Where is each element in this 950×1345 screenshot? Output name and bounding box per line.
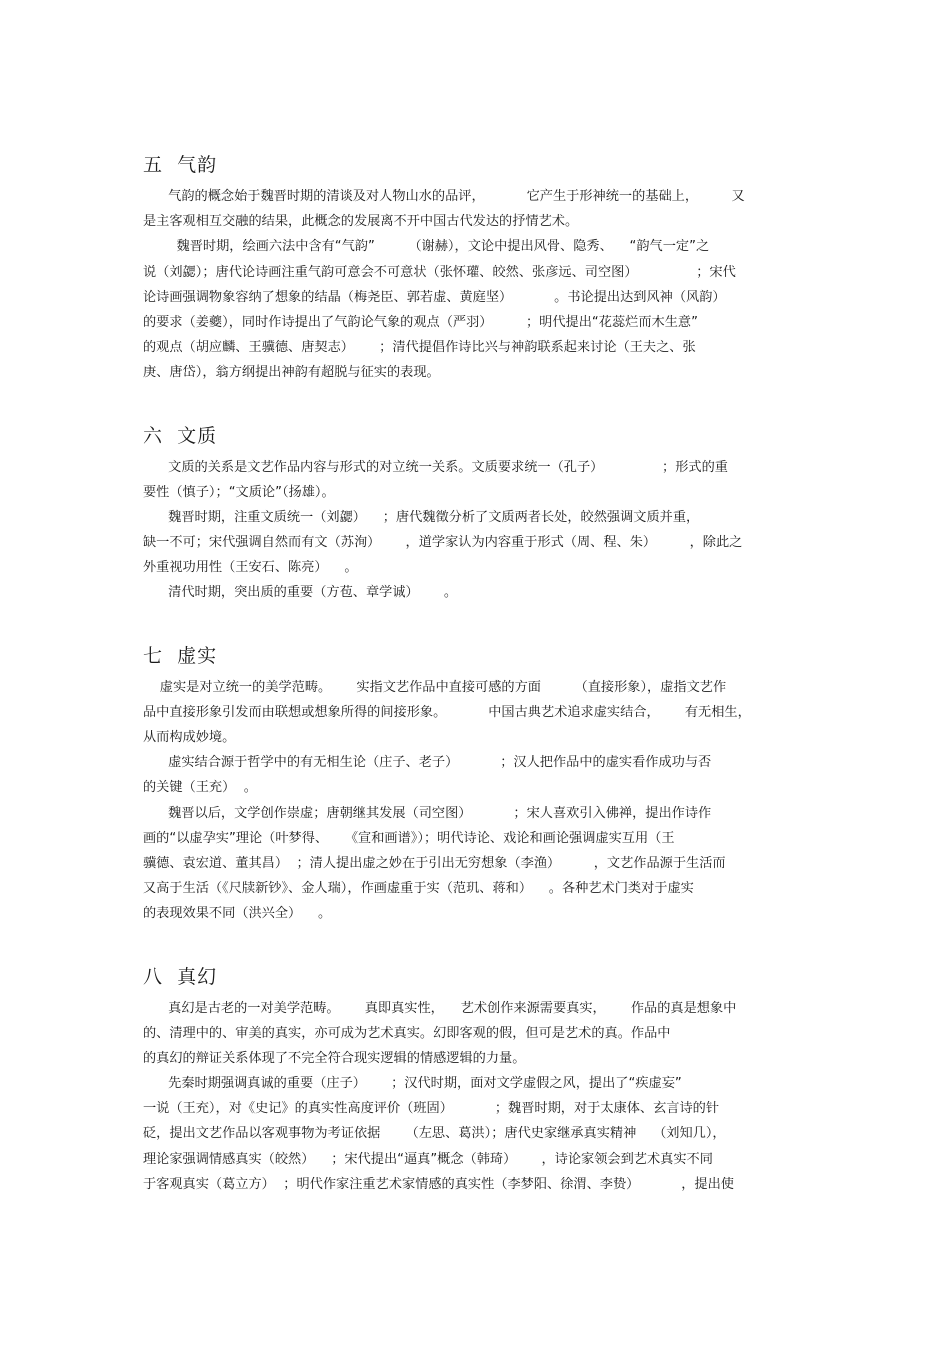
paragraph-line: 魏晋时期，绘画六法中含有“气韵” （谢赫），文论中提出风骨、隐秀、 “韵气一定”之 [143, 239, 710, 255]
paragraph-line: 先秦时期强调真诚的重要（庄子） ；汉代时期，面对文学虚假之风，提出了“疾虚妄” [143, 1076, 682, 1092]
paragraph-line: 一说（王充），对《史记》的真实性高度评价（班固） ；魏晋时期，对于太康体、玄言诗的针 [143, 1101, 720, 1117]
paragraph-line: 论诗画强调物象容纳了想象的结晶（梅尧臣、郭若虚、黄庭坚） 。书论提出达到风神（风韵） [143, 289, 726, 305]
paragraph-line: 品中直接形象引发而由联想或想象所得的间接形象。 中国古典艺术追求虚实结合， 有无相生， [143, 704, 751, 720]
section-heading: 八 真幻 [143, 965, 218, 988]
paragraph-line: 的、清理中的、审美的真实，亦可成为艺术真实。幻即客观的假，但可是艺术的真。作品中 [143, 1025, 671, 1041]
paragraph-line: 是主客观相互交融的结果，此概念的发展离不开中国古代发达的抒情艺术。 [143, 214, 579, 230]
section-heading: 五 气韵 [143, 154, 218, 176]
paragraph-line: 的表现效果不同（洪兴全） 。 [143, 906, 332, 922]
document-page [143, 150, 808, 1197]
paragraph-line: 气韵的概念始于魏晋时期的清谈及对人物山水的品评， 它产生于形神统一的基础上， 又 [143, 189, 745, 204]
paragraph-line: 缺一不可；宋代强调自然而有文（苏洵） ，道学家认为内容重于形式（周、程、朱） ，除此之 [143, 535, 743, 551]
section-qiyun [143, 150, 808, 386]
paragraph-line: 砭，提出文艺作品以客观事物为考证依据 （左思、葛洪）；唐代史家继承真实精神 （刘知几）， [143, 1126, 726, 1142]
paragraph-line: 理论家强调情感真实（皎然） ；宋代提出“逼真”概念（韩琦） ，诗论家领会到艺术真实不同 [143, 1151, 713, 1167]
paragraph-line: 说（刘勰）；唐代论诗画注重气韵可意会不可意状（张怀瓘、皎然、张彦远、司空图） ；宋代 [143, 264, 736, 280]
paragraph-line: 文质的关系是文艺作品内容与形式的对立统一关系。文质要求统一（孔子） ；形式的重 [143, 459, 728, 475]
paragraph-line: 于客观真实（葛立方） ；明代作家注重艺术家情感的真实性（李梦阳、徐渭、李贽） ，提出使 [143, 1176, 734, 1192]
paragraph-line: 的真幻的辩证关系体现了不完全符合现实逻辑的情感逻辑的力量。 [143, 1050, 526, 1066]
paragraph-line: 画的“以虚孕实”理论（叶梦得、 《宣和画谱》）；明代诗论、戏论和画论强调虚实互用（王 [143, 830, 675, 846]
paragraph-line: 骥德、袁宏道、董其昌） ；清人提出虚之妙在于引出无穷想象（李渔） ，文艺作品源于生活而 [143, 855, 726, 871]
paragraph-line: 清代时期，突出质的重要（方苞、章学诚） 。 [143, 585, 458, 601]
paragraph-line: 魏晋时期，注重文质统一（刘勰） ；唐代魏徵分析了文质两者长处，皎然强调文质并重， [143, 509, 700, 525]
paragraph-line: 虚实是对立统一的美学范畴。 实指文艺作品中直接可感的方面 （直接形象），虚指文艺作 [143, 679, 727, 695]
paragraph-line: 的要求（姜夔），同时作诗提出了气韵论气象的观点（严羽） ；明代提出“花蕊烂而木生意” [143, 314, 698, 330]
paragraph-line: 魏晋以后，文学创作崇虚；唐朝继其发展（司空图） ；宋人喜欢引入佛禅，提出作诗作 [143, 805, 712, 821]
paragraph-line: 从而构成妙境。 [143, 730, 236, 745]
paragraph-line: 真幻是古老的一对美学范畴。 真即真实性， 艺术创作来源需要真实， 作品的真是想象中 [143, 1000, 737, 1016]
section-xushi [143, 641, 808, 927]
paragraph-line: 要性（慎子）；“文质论”（扬雄）。 [143, 484, 335, 500]
section-wenzhi [143, 421, 808, 606]
section-zhenhuan [143, 962, 808, 1198]
paragraph-line: 的关键（王充） 。 [143, 780, 257, 796]
paragraph-line: 的观点（胡应麟、王骥德、唐契志） ；清代提倡作诗比兴与神韵联系起来讨论（王夫之、张 [143, 340, 696, 356]
section-heading: 六 文质 [143, 424, 218, 447]
paragraph-line: 外重视功用性（王安石、陈亮） 。 [143, 560, 358, 576]
paragraph-line: 虚实结合源于哲学中的有无相生论（庄子、老子） ；汉人把作品中的虚实看作成功与否 [143, 755, 712, 771]
paragraph-line: 庚、唐岱），翁方纲提出神韵有超脱与征实的表现。 [143, 365, 440, 381]
paragraph-line: 又高于生活（《尺牍新钞》、金人瑞），作画虚重于实（范玑、蒋和） 。各种艺术门类对于虚实 [143, 881, 694, 897]
section-heading: 七 虚实 [143, 644, 218, 667]
